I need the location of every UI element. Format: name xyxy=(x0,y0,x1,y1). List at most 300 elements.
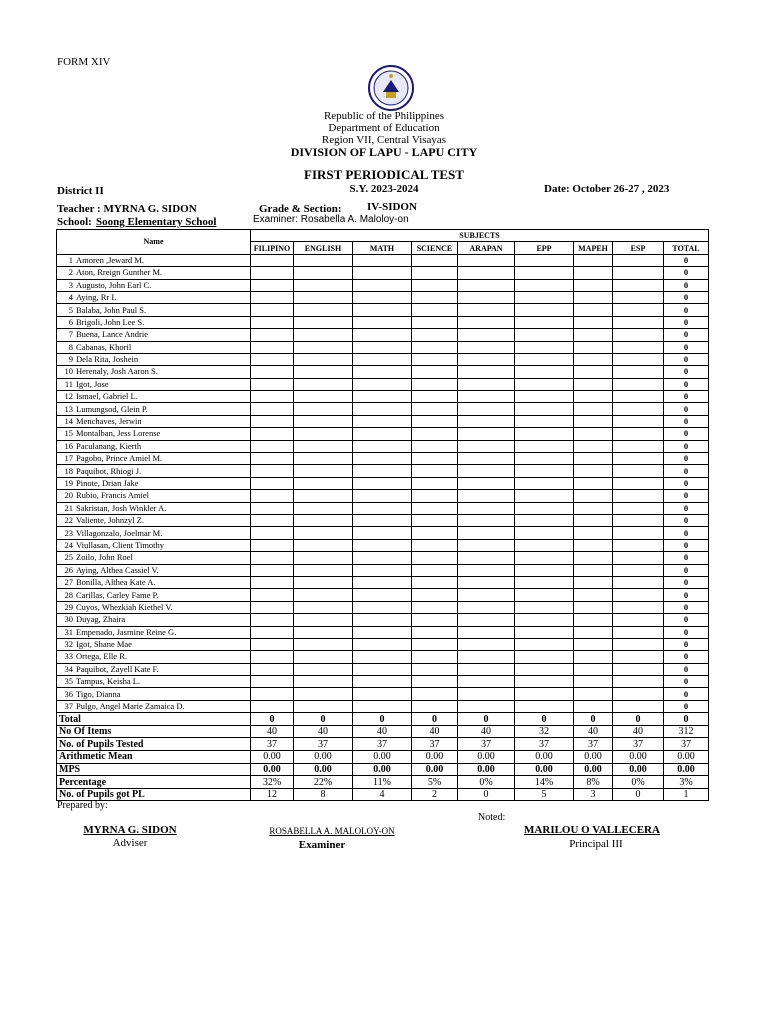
principal-name: MARILOU O VALLECERA xyxy=(524,824,660,836)
subject-header: MAPEH xyxy=(574,242,613,254)
student-row xyxy=(57,279,709,291)
summary-value: 5 xyxy=(515,788,574,801)
summary-value: 40 xyxy=(294,725,353,738)
student-row xyxy=(57,626,709,638)
student-number: 19 xyxy=(64,478,73,488)
score-cell xyxy=(458,700,515,712)
student-row xyxy=(57,391,709,403)
score-cell xyxy=(574,663,613,675)
header-region: Region VII, Central Visayas xyxy=(321,134,447,146)
student-name-cell xyxy=(57,403,251,415)
score-cell xyxy=(353,638,412,650)
score-cell xyxy=(353,490,412,502)
student-number: 6 xyxy=(68,316,73,327)
principal-role: Principal III xyxy=(569,838,623,850)
student-row xyxy=(57,415,709,427)
summary-value: 37 xyxy=(251,738,294,751)
student-name-cell xyxy=(57,514,251,526)
score-cell xyxy=(613,453,664,465)
student-total-cell: 0 xyxy=(664,663,709,675)
score-cell xyxy=(294,378,353,390)
score-cell xyxy=(574,267,613,279)
score-cell xyxy=(251,465,294,477)
student-row xyxy=(57,527,709,539)
score-cell xyxy=(353,329,412,341)
score-cell xyxy=(412,353,458,365)
student-number: 28 xyxy=(64,589,73,600)
student-name: Valiente, Johnzyl Z. xyxy=(76,515,144,526)
score-cell xyxy=(613,589,664,601)
summary-value: 0.00 xyxy=(458,763,515,776)
student-number: 24 xyxy=(64,539,73,550)
student-row xyxy=(57,465,709,477)
score-cell xyxy=(251,651,294,663)
score-cell xyxy=(294,353,353,365)
score-cell xyxy=(613,626,664,638)
student-name: Amoren ,Jeward M. xyxy=(76,254,144,265)
score-cell xyxy=(294,490,353,502)
student-total-cell: 0 xyxy=(664,353,709,365)
score-cell xyxy=(613,663,664,675)
summary-value: 0.00 xyxy=(574,751,613,764)
student-total-cell: 0 xyxy=(664,700,709,712)
score-cell xyxy=(613,576,664,588)
summary-value: 40 xyxy=(574,725,613,738)
summary-value: 0% xyxy=(458,776,515,789)
score-cell xyxy=(412,552,458,564)
student-name: Pulgo, Angel Marie Zamaica D. xyxy=(76,701,185,712)
score-cell xyxy=(613,378,664,390)
score-cell xyxy=(353,589,412,601)
student-number: 9 xyxy=(68,354,73,365)
student-number: 5 xyxy=(68,304,73,315)
score-cell xyxy=(515,279,574,291)
student-name: Buena, Lance Andrie xyxy=(76,329,148,340)
score-cell xyxy=(353,465,412,477)
score-cell xyxy=(353,576,412,588)
student-total-cell: 0 xyxy=(664,564,709,576)
student-name-cell xyxy=(57,564,251,576)
student-number: 7 xyxy=(68,329,73,340)
student-row xyxy=(57,254,709,266)
prepared-by-label: Prepared by: xyxy=(57,800,108,811)
score-cell xyxy=(353,502,412,514)
adviser-name: MYRNA G. SIDON xyxy=(83,824,177,836)
score-cell xyxy=(574,366,613,378)
score-cell xyxy=(294,329,353,341)
score-cell xyxy=(412,403,458,415)
student-row xyxy=(57,366,709,378)
score-cell xyxy=(412,502,458,514)
student-name-cell xyxy=(57,391,251,403)
score-cell xyxy=(574,465,613,477)
student-name: Brigoli, John Lee S. xyxy=(76,316,145,327)
summary-value: 0 xyxy=(613,713,664,726)
score-cell xyxy=(412,440,458,452)
summary-value: 0 xyxy=(412,713,458,726)
student-row xyxy=(57,267,709,279)
score-cell xyxy=(353,539,412,551)
score-cell xyxy=(412,279,458,291)
student-name-cell xyxy=(57,638,251,650)
score-cell xyxy=(294,316,353,328)
summary-value: 37 xyxy=(353,738,412,751)
score-cell xyxy=(251,477,294,489)
student-name: Rubio, Francis Amiel xyxy=(76,490,149,501)
score-cell xyxy=(613,614,664,626)
subject-header: ENGLISH xyxy=(294,242,353,254)
score-cell xyxy=(412,564,458,576)
score-cell xyxy=(251,564,294,576)
score-cell xyxy=(251,378,294,390)
student-total-cell: 0 xyxy=(664,502,709,514)
summary-value: 0% xyxy=(613,776,664,789)
score-cell xyxy=(251,304,294,316)
student-row xyxy=(57,453,709,465)
score-cell xyxy=(353,651,412,663)
summary-value: 40 xyxy=(458,725,515,738)
score-cell xyxy=(251,428,294,440)
summary-value: 40 xyxy=(251,725,294,738)
student-name-cell xyxy=(57,576,251,588)
score-cell xyxy=(515,700,574,712)
summary-value: 12 xyxy=(251,788,294,801)
summary-value: 8 xyxy=(294,788,353,801)
student-number: 36 xyxy=(64,688,73,699)
score-cell xyxy=(251,589,294,601)
student-name: Tampus, Keisha L. xyxy=(76,676,141,687)
score-cell xyxy=(412,676,458,688)
summary-value: 8% xyxy=(574,776,613,789)
score-cell xyxy=(353,403,412,415)
student-number: 29 xyxy=(64,601,73,612)
score-cell xyxy=(412,428,458,440)
score-cell xyxy=(353,601,412,613)
summary-value: 32 xyxy=(515,725,574,738)
score-cell xyxy=(294,552,353,564)
summary-label: No. of Pupils Tested xyxy=(57,738,251,751)
score-cell xyxy=(515,415,574,427)
summary-value: 0 xyxy=(353,713,412,726)
score-cell xyxy=(458,527,515,539)
score-cell xyxy=(353,477,412,489)
score-cell xyxy=(515,601,574,613)
student-name-cell xyxy=(57,254,251,266)
score-cell xyxy=(574,291,613,303)
score-cell xyxy=(294,366,353,378)
student-number: 3 xyxy=(68,279,73,290)
student-name-cell xyxy=(57,304,251,316)
score-cell xyxy=(412,651,458,663)
score-cell xyxy=(412,254,458,266)
score-cell xyxy=(613,267,664,279)
summary-value: 22% xyxy=(294,776,353,789)
score-cell xyxy=(294,651,353,663)
score-cell xyxy=(353,316,412,328)
deped-seal-icon xyxy=(367,64,415,112)
summary-value: 37 xyxy=(412,738,458,751)
score-cell xyxy=(458,688,515,700)
student-total-cell: 0 xyxy=(664,688,709,700)
score-cell xyxy=(613,564,664,576)
score-cell xyxy=(458,267,515,279)
student-name-cell xyxy=(57,465,251,477)
score-cell xyxy=(294,415,353,427)
student-name: Paquibot, Zayell Kate F. xyxy=(76,663,159,674)
summary-value: 0 xyxy=(515,713,574,726)
score-cell xyxy=(458,291,515,303)
summary-value: 4 xyxy=(353,788,412,801)
summary-value: 37 xyxy=(515,738,574,751)
summary-value: 32% xyxy=(251,776,294,789)
student-name: Ismael, Gabriel L. xyxy=(76,391,138,402)
score-cell xyxy=(412,601,458,613)
header-department: Department of Education xyxy=(328,122,440,134)
score-cell xyxy=(251,638,294,650)
score-cell xyxy=(574,353,613,365)
score-cell xyxy=(613,502,664,514)
test-date: Date: October 26-27 , 2023 xyxy=(544,183,670,195)
student-name: Paquibot, Rhiogi J. xyxy=(76,465,142,476)
summary-value: 37 xyxy=(574,738,613,751)
score-cell xyxy=(412,539,458,551)
summary-row xyxy=(57,751,709,764)
score-cell xyxy=(294,391,353,403)
score-cell xyxy=(412,490,458,502)
score-cell xyxy=(294,304,353,316)
score-cell xyxy=(574,638,613,650)
school-year: S.Y. 2023-2024 xyxy=(349,183,419,195)
student-name-cell xyxy=(57,316,251,328)
student-total-cell: 0 xyxy=(664,589,709,601)
student-number: 10 xyxy=(64,366,73,377)
student-name: Ortega, Elle R. xyxy=(76,651,127,662)
score-cell xyxy=(458,329,515,341)
score-cell xyxy=(251,353,294,365)
score-cell xyxy=(294,477,353,489)
subject-header: SCIENCE xyxy=(412,242,458,254)
score-cell xyxy=(515,378,574,390)
score-cell xyxy=(515,304,574,316)
student-row xyxy=(57,353,709,365)
subject-header: ESP xyxy=(613,242,664,254)
score-cell xyxy=(412,329,458,341)
student-row xyxy=(57,502,709,514)
student-total-cell: 0 xyxy=(664,291,709,303)
summary-label: MPS xyxy=(57,763,251,776)
score-cell xyxy=(294,453,353,465)
score-cell xyxy=(251,626,294,638)
summary-value: 0 xyxy=(251,713,294,726)
student-row xyxy=(57,663,709,675)
score-cell xyxy=(515,291,574,303)
score-cell xyxy=(613,477,664,489)
score-cell xyxy=(458,304,515,316)
summary-value: 0 xyxy=(458,713,515,726)
score-cell xyxy=(515,440,574,452)
summary-value: 0.00 xyxy=(664,763,709,776)
score-cell xyxy=(251,329,294,341)
student-row xyxy=(57,638,709,650)
score-cell xyxy=(613,403,664,415)
score-cell xyxy=(574,676,613,688)
score-cell xyxy=(515,465,574,477)
summary-value: 0.00 xyxy=(515,763,574,776)
score-cell xyxy=(458,279,515,291)
student-number: 30 xyxy=(64,614,73,625)
score-cell xyxy=(294,465,353,477)
score-cell xyxy=(353,428,412,440)
score-cell xyxy=(412,378,458,390)
student-name: Aying, Rr I. xyxy=(76,292,117,303)
score-cell xyxy=(353,341,412,353)
summary-value: 40 xyxy=(353,725,412,738)
student-row xyxy=(57,341,709,353)
score-cell xyxy=(574,477,613,489)
student-name: Duyag, Zhaira xyxy=(76,614,126,625)
score-cell xyxy=(574,527,613,539)
score-cell xyxy=(251,539,294,551)
score-cell xyxy=(515,676,574,688)
score-cell xyxy=(251,391,294,403)
summary-value: 14% xyxy=(515,776,574,789)
student-name: Pinote, Drian Jake xyxy=(76,478,139,488)
score-cell xyxy=(294,676,353,688)
score-cell xyxy=(613,651,664,663)
student-total-cell: 0 xyxy=(664,254,709,266)
score-cell xyxy=(294,589,353,601)
score-cell xyxy=(458,589,515,601)
header-republic: Republic of the Philippines xyxy=(323,110,445,122)
summary-value: 37 xyxy=(458,738,515,751)
score-cell xyxy=(613,316,664,328)
student-name: Viullasan, Client Timothy xyxy=(76,539,165,550)
subject-header: FILIPINO xyxy=(251,242,294,254)
score-cell xyxy=(613,676,664,688)
score-cell xyxy=(294,638,353,650)
student-number: 4 xyxy=(68,292,73,303)
student-name: Augusto, John Earl C. xyxy=(76,279,152,290)
score-cell xyxy=(251,316,294,328)
score-cell xyxy=(294,341,353,353)
student-total-cell: 0 xyxy=(664,316,709,328)
summary-row xyxy=(57,788,709,801)
score-cell xyxy=(574,626,613,638)
score-cell xyxy=(458,564,515,576)
score-cell xyxy=(574,378,613,390)
student-name: Aton, Rreign Gunther M. xyxy=(76,267,163,278)
student-number: 35 xyxy=(64,676,73,687)
student-name-cell xyxy=(57,415,251,427)
score-cell xyxy=(294,279,353,291)
grades-table xyxy=(56,229,709,801)
score-cell xyxy=(412,589,458,601)
score-cell xyxy=(412,527,458,539)
score-cell xyxy=(353,514,412,526)
score-cell xyxy=(515,329,574,341)
score-cell xyxy=(294,254,353,266)
score-cell xyxy=(412,688,458,700)
score-cell xyxy=(613,514,664,526)
noted-label: Noted: xyxy=(478,812,506,823)
student-name: Zoilo, John Roel xyxy=(76,552,133,563)
score-cell xyxy=(294,700,353,712)
score-cell xyxy=(574,514,613,526)
score-cell xyxy=(251,291,294,303)
examiner-name: ROSABELLA A. MALOLOY-ON xyxy=(269,826,395,836)
summary-row xyxy=(57,763,709,776)
summary-value: 0.00 xyxy=(251,751,294,764)
student-name-cell xyxy=(57,490,251,502)
score-cell xyxy=(613,366,664,378)
header-division: DIVISION OF LAPU - LAPU CITY xyxy=(290,145,478,159)
score-cell xyxy=(458,366,515,378)
score-cell xyxy=(515,576,574,588)
student-total-cell: 0 xyxy=(664,552,709,564)
student-total-cell: 0 xyxy=(664,676,709,688)
student-total-cell: 0 xyxy=(664,378,709,390)
student-total-cell: 0 xyxy=(664,465,709,477)
student-row xyxy=(57,688,709,700)
score-cell xyxy=(515,527,574,539)
score-cell xyxy=(353,527,412,539)
summary-value: 0.00 xyxy=(515,751,574,764)
score-cell xyxy=(251,415,294,427)
score-cell xyxy=(574,576,613,588)
score-cell xyxy=(294,267,353,279)
score-cell xyxy=(294,576,353,588)
score-cell xyxy=(515,638,574,650)
score-cell xyxy=(353,279,412,291)
score-cell xyxy=(294,291,353,303)
score-cell xyxy=(251,502,294,514)
score-cell xyxy=(353,291,412,303)
score-cell xyxy=(458,316,515,328)
student-number: 33 xyxy=(64,651,73,662)
summary-row xyxy=(57,713,709,726)
score-cell xyxy=(412,700,458,712)
score-cell xyxy=(458,552,515,564)
score-cell xyxy=(574,428,613,440)
score-cell xyxy=(613,254,664,266)
student-name: Lumungsod, Glein P. xyxy=(76,403,148,414)
summary-value: 0.00 xyxy=(294,763,353,776)
score-cell xyxy=(294,440,353,452)
score-cell xyxy=(353,267,412,279)
page-title: FIRST PERIODICAL TEST xyxy=(304,167,464,182)
score-cell xyxy=(613,415,664,427)
score-cell xyxy=(412,477,458,489)
student-name: Sakristan, Josh Winkler A. xyxy=(76,502,167,513)
summary-value: 0.00 xyxy=(613,751,664,764)
score-cell xyxy=(251,700,294,712)
student-name-cell xyxy=(57,676,251,688)
student-name-cell xyxy=(57,440,251,452)
score-cell xyxy=(458,676,515,688)
score-cell xyxy=(613,279,664,291)
student-row xyxy=(57,291,709,303)
summary-value: 37 xyxy=(613,738,664,751)
subject-header: ARAPAN xyxy=(458,242,515,254)
student-name: Villagonzalo, Joelmar M. xyxy=(76,527,163,538)
score-cell xyxy=(574,490,613,502)
summary-value: 0.00 xyxy=(458,751,515,764)
score-cell xyxy=(294,539,353,551)
score-cell xyxy=(574,601,613,613)
score-cell xyxy=(251,366,294,378)
student-number: 20 xyxy=(64,490,73,501)
score-cell xyxy=(353,453,412,465)
